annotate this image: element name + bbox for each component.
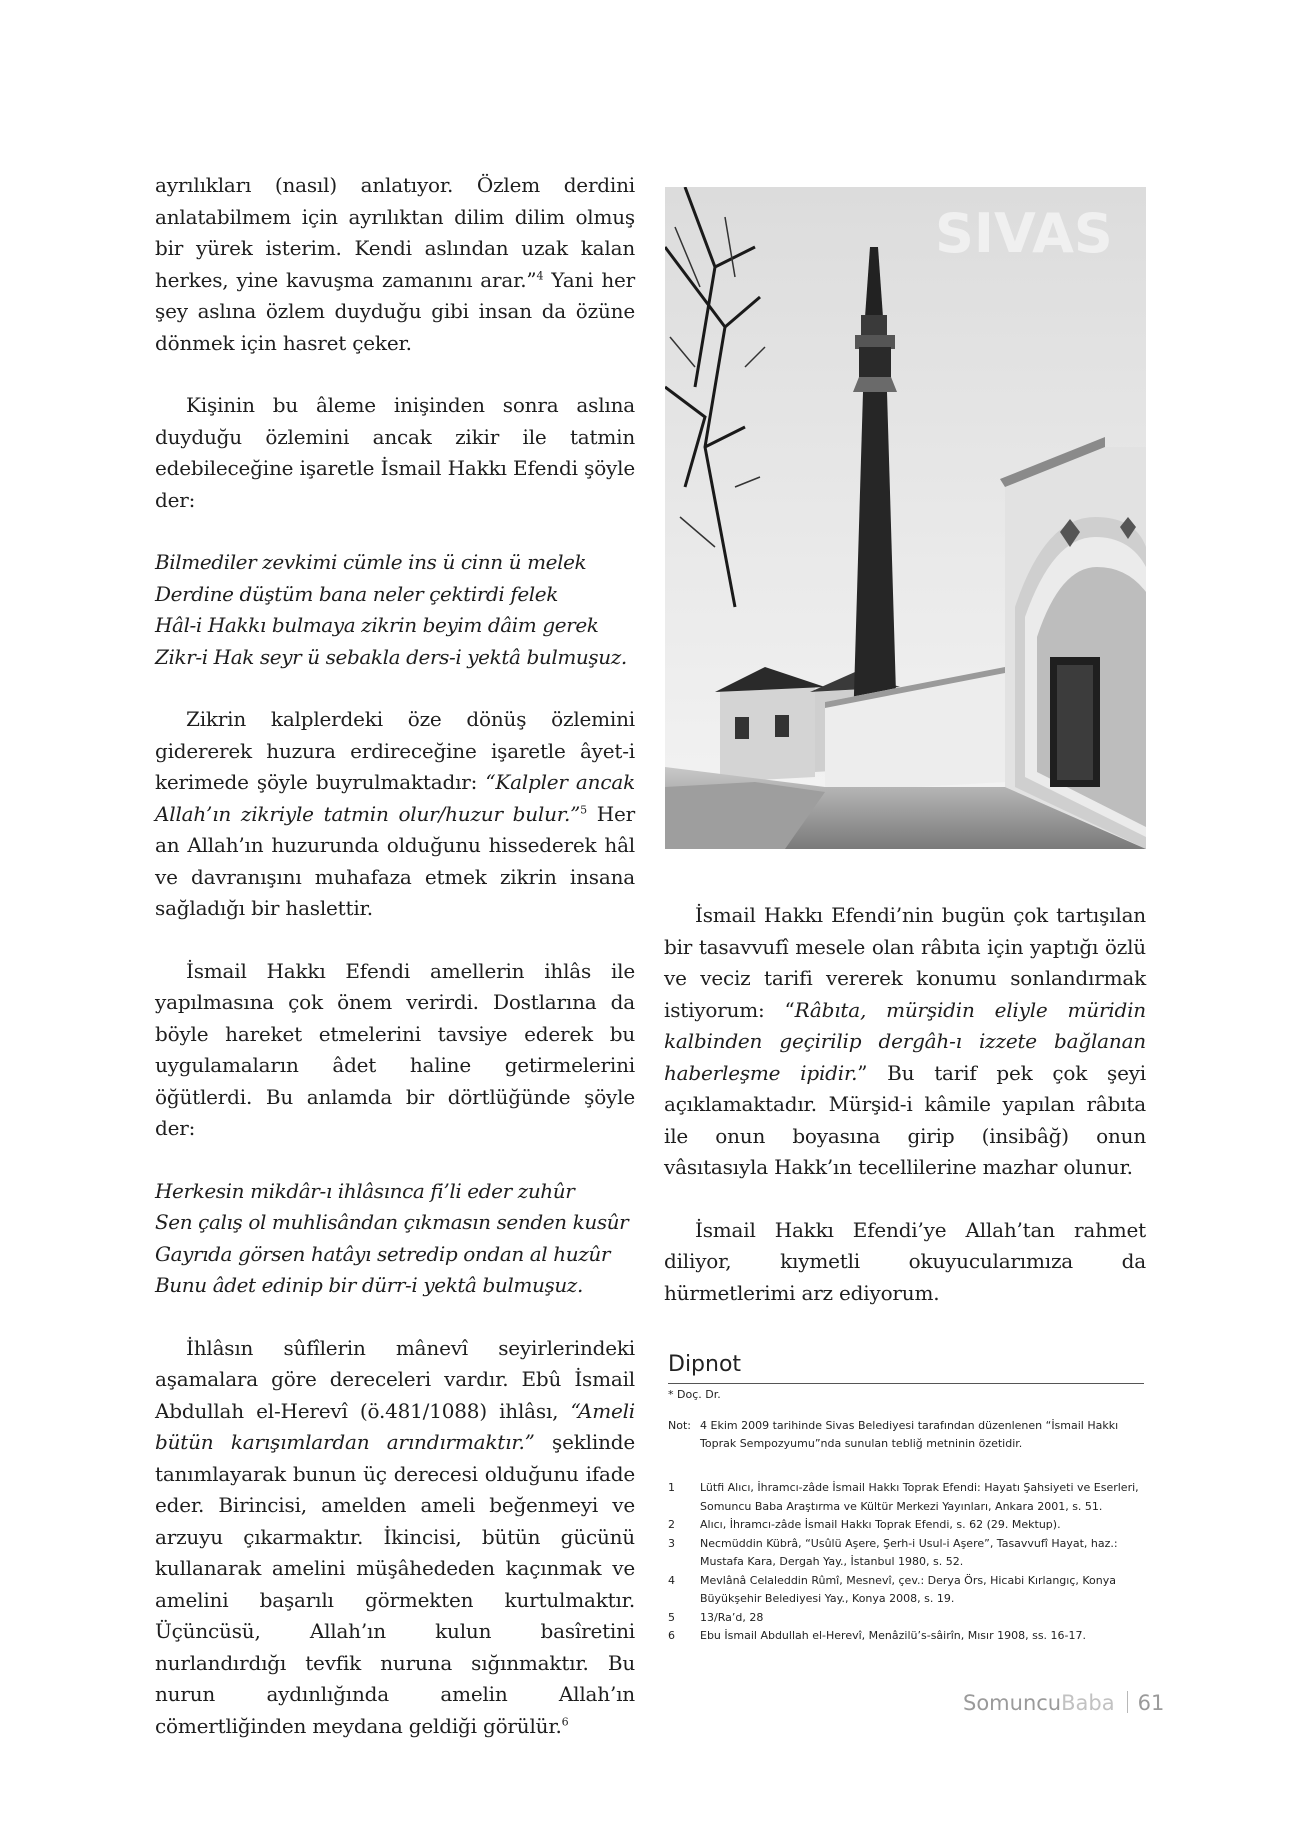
- author-note: * Doç. Dr.: [668, 1388, 721, 1401]
- poem-2: [155, 1176, 635, 1302]
- footnote-ref-4[interactable]: 4: [536, 268, 544, 282]
- footnote-ref-5[interactable]: 5: [580, 802, 587, 816]
- footnotes-section: [668, 1352, 1144, 1646]
- footer-divider: [1127, 1691, 1128, 1713]
- poem-line: Herkesin mikdâr-ı ihlâsınca fi’li eder zuhûr: [155, 1178, 575, 1203]
- paragraph-5: İhlâsın sûfîlerin mânevî seyirlerindeki aşamalara göre dereceleri vardır. Ebû İsmail Abdullah el-Herevî (ö.481/1088) ihlâsı, “Ameli bütün karışımlardan arındırmaktır.” şeklinde tanımlayarak bunun üç derecesi olduğunu ifade eder. Birincisi, amelden ameli beğenmeyi ve arzuyu çıkarmaktır. İkincisi, bütün gücünü kullanarak amelini müşâhededen kaçınmak ve amelini başarılı görmekten kurtulmaktır. Üçüncüsü, Allah’ın kulun basîretini nurlandırdığı tevfik nuruna sığınmaktır. Bu nurun aydınlığında amelin Allah’ın cömertliğinden meydana geldiği görülür.$^6$: [155, 1335, 635, 1738]
- photo-watermark: SIVAS: [935, 202, 1113, 265]
- definition-quote: “Ameli bütün karışımlardan arındırmaktır.”: [155, 1398, 635, 1454]
- poem-line: Derdine düştüm bana neler çektirdi felek: [155, 581, 558, 606]
- footnote-ref-6[interactable]: 6: [561, 1714, 569, 1728]
- minaret-photo: [665, 187, 1146, 849]
- footnote-item: 5 13/Ra’d, 28: [668, 1610, 764, 1624]
- poem-line: Bunu âdet edinip bir dürr-i yektâ bulmuşuz.: [155, 1273, 583, 1297]
- footnote-item: 4 Mevlânâ Celaleddin Rûmî, Mesnevî, çev.: Derya Örs, Hicabi Kırlangıç, Konya Büyükşehir Belediyesi Yay., Konya 2008, s. 19.: [668, 1573, 1116, 1605]
- footnote-item: 3 Necmüddin Kübrâ, “Usûlü Aşere, Şerh-i Usul-i Aşere”, Tasavvufî Hayat, haz.: Mustafa Kara, Dergah Yay., İstanbul 1980, s. 52.: [668, 1536, 1118, 1568]
- paragraph-6: İsmail Hakkı Efendi’nin bugün çok tartışılan bir tasavvufî mesele olan râbıta için yaptığı özlü ve veciz tarifi vererek konumu sonlandırmak istiyorum: “Râbıta, mürşidin eliyle müridin kalbinden geçirilip dergâh-ı izzete bağlanan haberleşme ipidir.” Bu tarif pek çok şeyi açıklamaktadır. Mürşid-i kâmile yapılan râbıta ile onun boyasına girip (insibâğ) onun vâsıtasıyla Hakk’ın tecellilerine mazhar olunur.: [664, 903, 1146, 1179]
- magazine-logo: SomuncuBaba: [963, 1691, 1115, 1715]
- footnote-item: 6 Ebu İsmail Abdullah el-Herevî, Menâzilü’s-sâirîn, Mısır 1908, ss. 16-17.: [668, 1629, 1087, 1642]
- right-column: [664, 900, 1146, 1309]
- poem-line: Bilmediler zevkimi cümle ins ü cinn ü melek: [155, 550, 587, 574]
- page-number: 61: [1137, 1691, 1165, 1715]
- poem-line: Hâl-i Hakkı bulmaya zikrin beyim dâim gerek: [155, 613, 599, 637]
- footnote-item: 2 Alıcı, İhramcı-zâde İsmail Hakkı Toprak Efendi, s. 62 (29. Mektup).: [668, 1518, 1061, 1531]
- verse-quote: “Kalpler ancak Allah’ın zikriyle tatmin olur/huzur bulur.”: [155, 770, 635, 826]
- note-line: Not: 4 Ekim 2009 tarihinde Sivas Belediyesi tarafından düzenlenen “İsmail Hakkı Toprak Sempozyumu”nda sunulan tebliğ metninin özetidir.: [668, 1419, 1119, 1450]
- poem-line: Zikr-i Hak seyr ü sebakla ders-i yektâ bulmuşuz.: [155, 644, 627, 669]
- left-column: [155, 170, 635, 1742]
- poem-1: [155, 547, 635, 673]
- paragraph-1: ayrılıkları (nasıl) anlatıyor. Özlem derdini anlatabilmem için ayrılıktan dilim dilim olmuş bir yürek isterim. Kendi aslından uzak kalan herkes, yine kavuşma zamanını arar.”$^4$ Yani her şey aslına özlem duyduğu gibi insan da özüne dönmek için hasret çeker.: [155, 173, 635, 355]
- poem-line: Sen çalış ol muhlisândan çıkmasın senden kusûr: [155, 1210, 629, 1234]
- footnote-list: [668, 1479, 1144, 1646]
- rabita-quote: Râbıta, mürşidin eliyle müridin kalbinden geçirilip dergâh-ı izzete bağlanan haberleşme ipidir.: [664, 997, 1146, 1085]
- paragraph-4: İsmail Hakkı Efendi amellerin ihlâs ile yapılmasına çok önem verirdi. Dostlarına da böyle hareket etmelerini tavsiye ederek bu uygulamaların âdet haline getirmelerini öğütlerdi. Bu anlamda bir dörtlüğünde şöyle der:: [155, 958, 635, 1140]
- footnote-item: 1 Lütfi Alıcı, İhramcı-zâde İsmail Hakkı Toprak Efendi: Hayatı Şahsiyeti ve Eserleri, Somuncu Baba Araştırma ve Kültür Merkezi Yayınları, Ankara 2001, s. 51.: [668, 1481, 1139, 1513]
- paragraph-7: İsmail Hakkı Efendi’ye Allah’tan rahmet diliyor, kıymetli okuyucularımıza da hürmetlerimi arz ediyorum.: [664, 1217, 1146, 1305]
- footnotes-title: Dipnot: [668, 1352, 1144, 1384]
- poem-line: Gayrıda görsen hatâyı setredip ondan al huzûr: [155, 1241, 610, 1266]
- paragraph-2: Kişinin bu âleme inişinden sonra aslına duyduğu özlemini ancak zikir ile tatmin edebileceğine işaretle İsmail Hakkı Efendi şöyle der:: [155, 393, 635, 512]
- page-footer: [963, 1691, 1164, 1715]
- paragraph-3: Zikrin kalplerdeki öze dönüş özlemini gidererek huzura erdireceğine işaretle âyet-i kerimede şöyle buyrulmaktadır: “Kalpler ancak Allah’ın zikriyle tatmin olur/huzur bulur.”$^5$ Her an Allah’ın huzurunda olduğunu hissederek hâl ve davranışını muhafaza etmek zikrin insana sağladığı bir haslettir.: [155, 707, 635, 920]
